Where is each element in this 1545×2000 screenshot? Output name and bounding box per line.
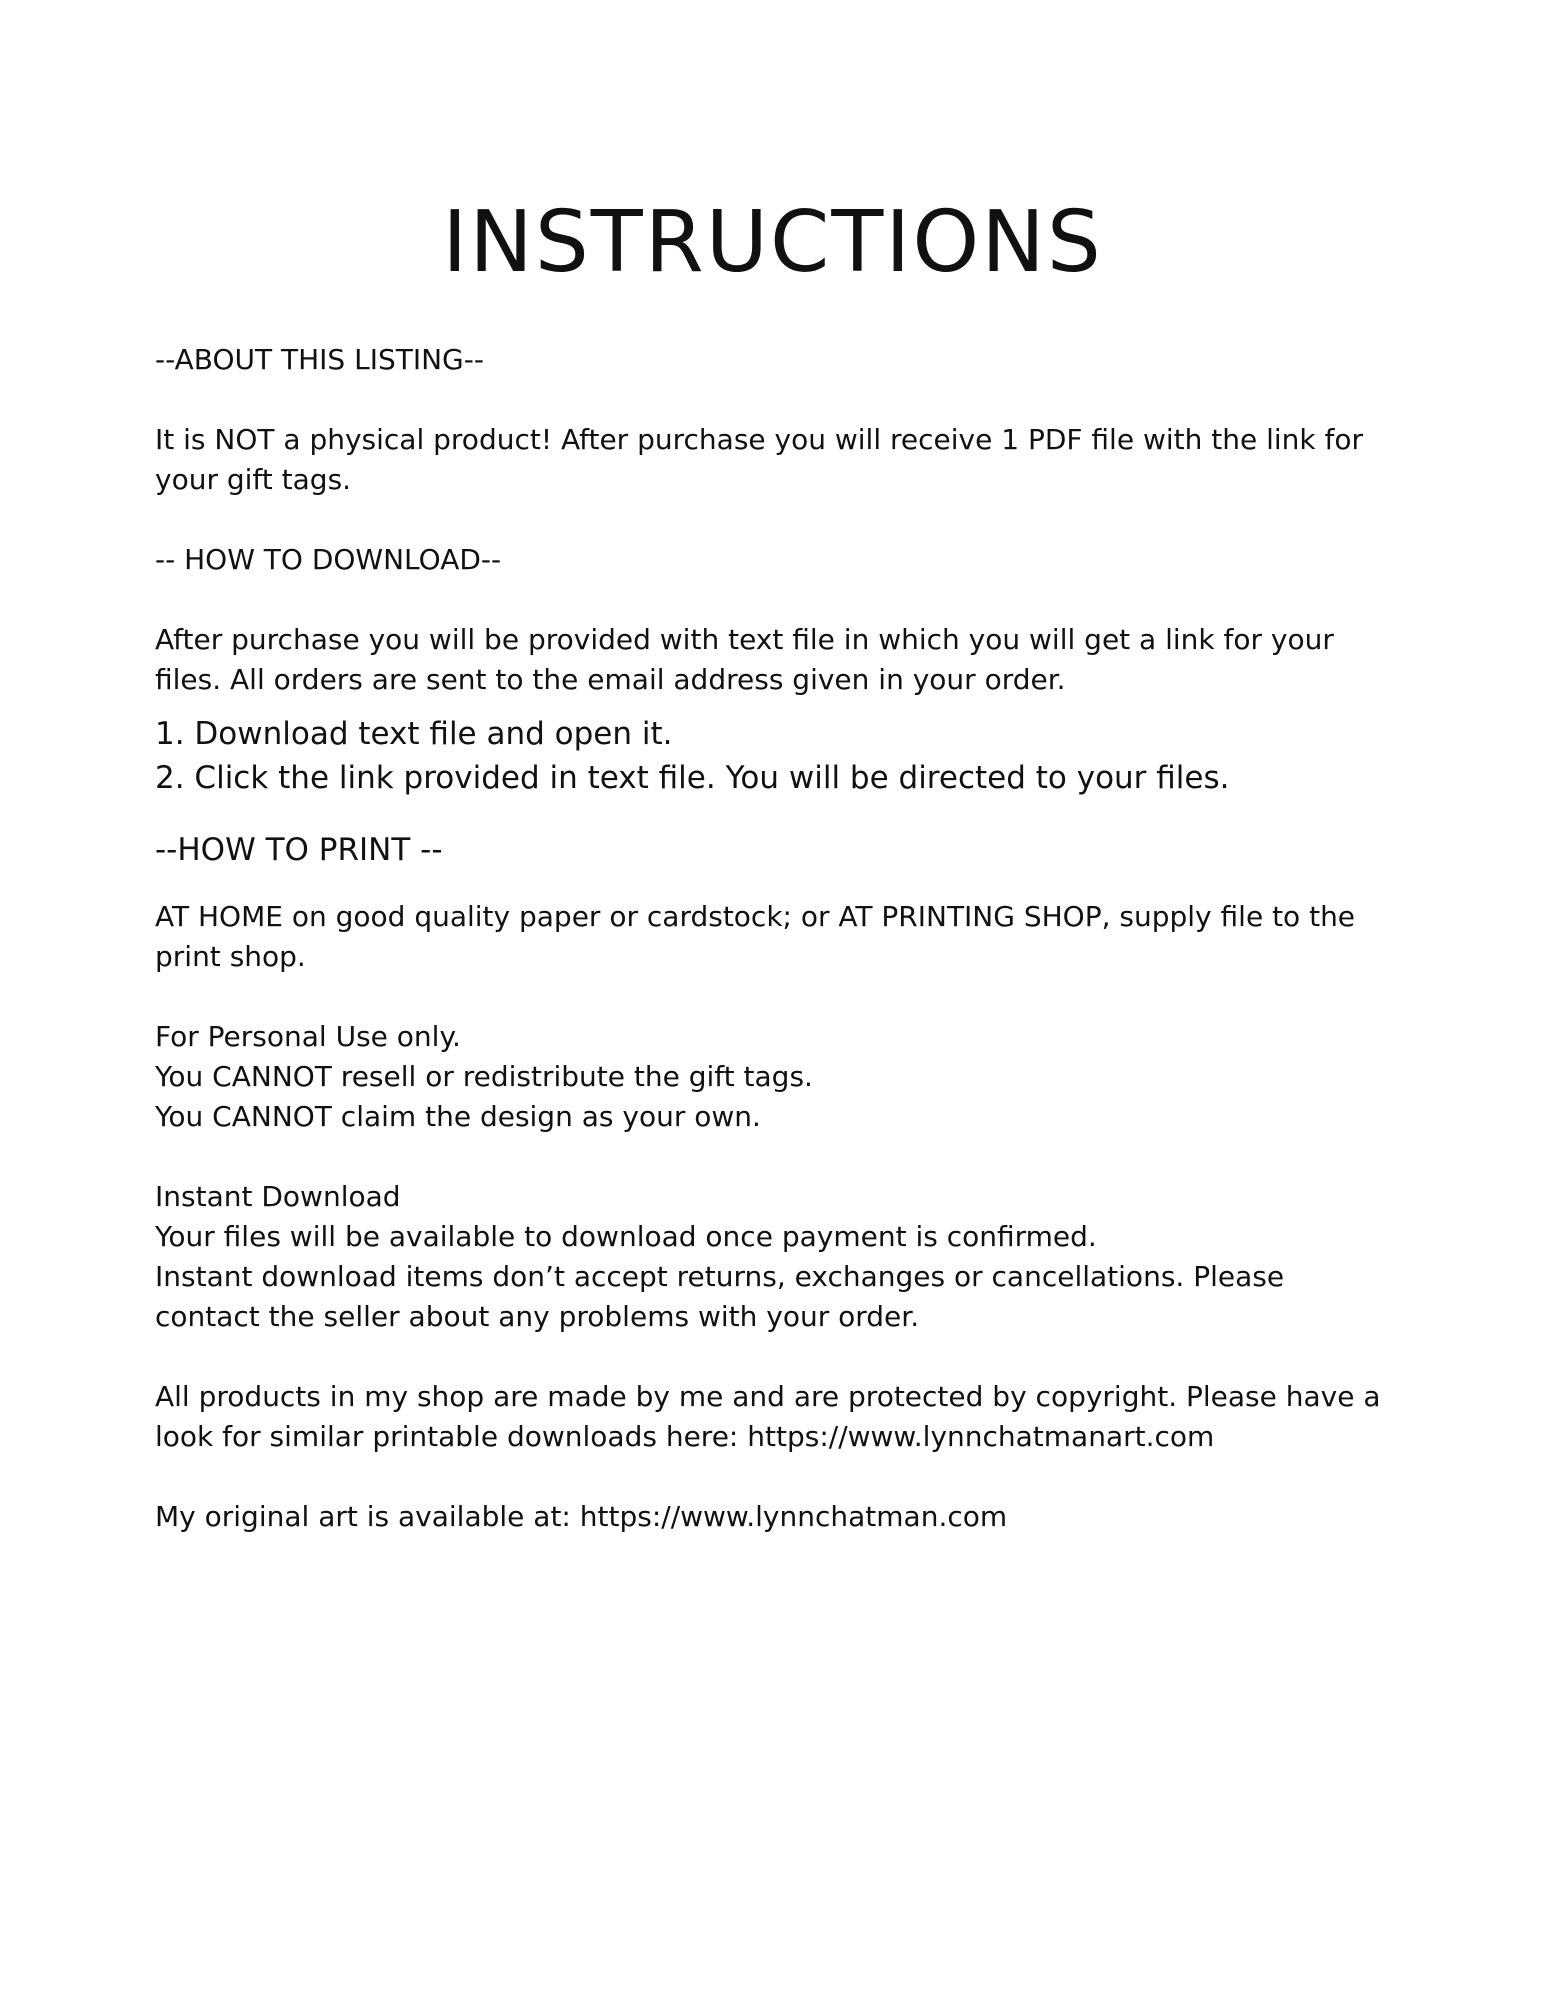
download-text-line-1: After purchase you will be provided with text file in which you will get a link for your xyxy=(155,623,1334,656)
usage-line-3: You CANNOT claim the design as your own. xyxy=(155,1100,761,1133)
about-text-line-2: your gift tags. xyxy=(155,463,352,496)
original-art-line: My original art is available at: https://www.lynnchatman.com xyxy=(155,1500,1008,1533)
download-step-1: 1. Download text file and open it. xyxy=(155,716,673,752)
about-text-line-1: It is NOT a physical product! After purchase you will receive 1 PDF file with the link for xyxy=(155,423,1364,456)
instructions-body xyxy=(155,340,1415,1537)
download-heading: -- HOW TO DOWNLOAD-- xyxy=(155,543,502,576)
usage-line-2: You CANNOT resell or redistribute the gift tags. xyxy=(155,1060,813,1093)
copyright-line-2: look for similar printable downloads here: https://www.lynnchatmanart.com xyxy=(155,1420,1215,1453)
instant-download-line-3: contact the seller about any problems with your order. xyxy=(155,1300,920,1333)
copyright-line-1: All products in my shop are made by me and are protected by copyright. Please have a xyxy=(155,1380,1381,1413)
page-title: INSTRUCTIONS xyxy=(442,193,1103,292)
about-heading: --ABOUT THIS LISTING-- xyxy=(155,343,484,376)
usage-line-1: For Personal Use only. xyxy=(155,1020,461,1053)
download-step-2: 2. Click the link provided in text file. You will be directed to your files. xyxy=(155,760,1230,796)
print-text-line-2: print shop. xyxy=(155,940,306,973)
download-text-line-2: files. All orders are sent to the email address given in your order. xyxy=(155,663,1066,696)
instant-download-line-1: Your files will be available to download once payment is confirmed. xyxy=(155,1220,1097,1253)
print-text-line-1: AT HOME on good quality paper or cardstock; or AT PRINTING SHOP, supply file to the xyxy=(155,900,1356,933)
instant-download-heading: Instant Download xyxy=(155,1180,401,1213)
print-heading: --HOW TO PRINT -- xyxy=(155,832,443,868)
instant-download-line-2: Instant download items don’t accept returns, exchanges or cancellations. Please xyxy=(155,1260,1285,1293)
